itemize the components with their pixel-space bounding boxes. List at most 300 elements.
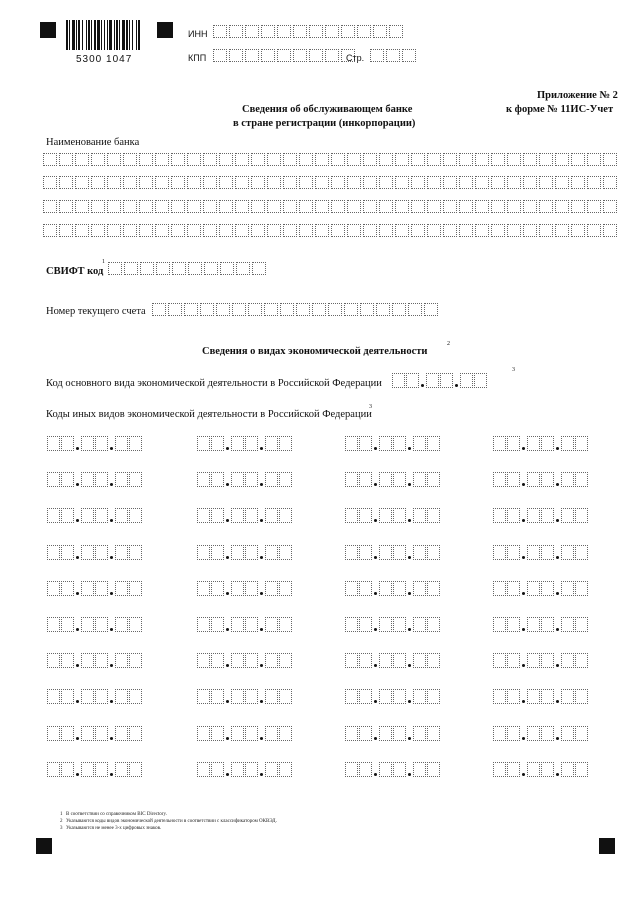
input-cell[interactable] [427, 153, 441, 166]
input-cell[interactable] [216, 303, 230, 316]
input-cell[interactable] [571, 153, 585, 166]
code-digit-cell[interactable] [493, 545, 506, 560]
code-digit-cell[interactable] [245, 689, 258, 704]
other-activity-code-field[interactable] [197, 726, 293, 741]
code-digit-cell[interactable] [197, 653, 210, 668]
input-cell[interactable] [459, 153, 473, 166]
input-cell[interactable] [139, 200, 153, 213]
other-activity-code-field[interactable] [197, 436, 293, 451]
code-digit-cell[interactable] [345, 508, 358, 523]
input-cell[interactable] [59, 176, 73, 189]
input-cell[interactable] [411, 153, 425, 166]
input-cell[interactable] [277, 25, 291, 38]
code-digit-cell[interactable] [527, 545, 540, 560]
code-digit-cell[interactable] [359, 581, 372, 596]
input-cell[interactable] [261, 49, 275, 62]
code-digit-cell[interactable] [95, 689, 108, 704]
input-cell[interactable] [235, 200, 249, 213]
input-cell[interactable] [280, 303, 294, 316]
code-digit-cell[interactable] [47, 617, 60, 632]
code-digit-cell[interactable] [527, 726, 540, 741]
input-cell[interactable] [123, 176, 137, 189]
input-cell[interactable] [347, 176, 361, 189]
code-digit-cell[interactable] [265, 689, 278, 704]
other-activity-code-field[interactable] [493, 545, 589, 560]
input-cell[interactable] [315, 224, 329, 237]
input-cell[interactable] [475, 176, 489, 189]
input-cell[interactable] [331, 153, 345, 166]
code-digit-cell[interactable] [245, 617, 258, 632]
code-digit-cell[interactable] [61, 545, 74, 560]
input-cell[interactable] [373, 25, 387, 38]
code-digit-cell[interactable] [115, 762, 128, 777]
code-digit-cell[interactable] [427, 726, 440, 741]
code-digit-cell[interactable] [460, 373, 473, 388]
code-digit-cell[interactable] [245, 653, 258, 668]
input-cell[interactable] [603, 224, 617, 237]
code-digit-cell[interactable] [129, 689, 142, 704]
code-digit-cell[interactable] [393, 726, 406, 741]
code-digit-cell[interactable] [211, 545, 224, 560]
other-activity-code-field[interactable] [197, 653, 293, 668]
code-digit-cell[interactable] [393, 581, 406, 596]
code-digit-cell[interactable] [413, 689, 426, 704]
input-cell[interactable] [539, 176, 553, 189]
other-activity-code-field[interactable] [197, 581, 293, 596]
code-digit-cell[interactable] [393, 653, 406, 668]
input-cell[interactable] [283, 176, 297, 189]
code-digit-cell[interactable] [541, 726, 554, 741]
code-digit-cell[interactable] [265, 726, 278, 741]
code-digit-cell[interactable] [265, 436, 278, 451]
code-digit-cell[interactable] [197, 545, 210, 560]
main-activity-code-field[interactable] [392, 373, 488, 388]
input-cell[interactable] [139, 153, 153, 166]
code-digit-cell[interactable] [561, 762, 574, 777]
input-cell[interactable] [571, 176, 585, 189]
other-activity-code-field[interactable] [345, 653, 441, 668]
code-digit-cell[interactable] [379, 762, 392, 777]
code-digit-cell[interactable] [231, 689, 244, 704]
input-cell[interactable] [59, 153, 73, 166]
code-digit-cell[interactable] [81, 762, 94, 777]
other-activity-code-field[interactable] [493, 436, 589, 451]
input-cell[interactable] [386, 49, 400, 62]
code-digit-cell[interactable] [561, 508, 574, 523]
code-digit-cell[interactable] [507, 436, 520, 451]
other-activity-code-field[interactable] [197, 762, 293, 777]
code-digit-cell[interactable] [359, 617, 372, 632]
code-digit-cell[interactable] [393, 689, 406, 704]
input-cell[interactable] [360, 303, 374, 316]
code-digit-cell[interactable] [541, 581, 554, 596]
input-cell[interactable] [357, 25, 371, 38]
input-cell[interactable] [155, 200, 169, 213]
code-digit-cell[interactable] [527, 472, 540, 487]
code-digit-cell[interactable] [406, 373, 419, 388]
code-digit-cell[interactable] [575, 545, 588, 560]
input-cell[interactable] [251, 153, 265, 166]
code-digit-cell[interactable] [245, 472, 258, 487]
code-digit-cell[interactable] [279, 472, 292, 487]
code-digit-cell[interactable] [231, 653, 244, 668]
code-digit-cell[interactable] [197, 472, 210, 487]
code-digit-cell[interactable] [61, 653, 74, 668]
input-cell[interactable] [459, 224, 473, 237]
input-cell[interactable] [299, 200, 313, 213]
code-digit-cell[interactable] [345, 545, 358, 560]
code-digit-cell[interactable] [211, 581, 224, 596]
code-digit-cell[interactable] [115, 508, 128, 523]
other-activity-code-field[interactable] [493, 581, 589, 596]
code-digit-cell[interactable] [493, 653, 506, 668]
input-cell[interactable] [235, 153, 249, 166]
input-cell[interactable] [188, 262, 202, 275]
code-digit-cell[interactable] [245, 762, 258, 777]
input-cell[interactable] [395, 200, 409, 213]
input-cell[interactable] [587, 200, 601, 213]
code-digit-cell[interactable] [245, 581, 258, 596]
other-activity-code-field[interactable] [47, 689, 143, 704]
code-digit-cell[interactable] [541, 653, 554, 668]
input-cell[interactable] [283, 224, 297, 237]
input-cell[interactable] [123, 224, 137, 237]
code-digit-cell[interactable] [527, 581, 540, 596]
input-cell[interactable] [379, 176, 393, 189]
input-cell[interactable] [235, 176, 249, 189]
input-cell[interactable] [59, 200, 73, 213]
other-activity-code-field[interactable] [493, 617, 589, 632]
code-digit-cell[interactable] [47, 581, 60, 596]
input-cell[interactable] [252, 262, 266, 275]
code-digit-cell[interactable] [129, 762, 142, 777]
input-cell[interactable] [315, 153, 329, 166]
code-digit-cell[interactable] [359, 436, 372, 451]
input-cell[interactable] [427, 176, 441, 189]
code-digit-cell[interactable] [279, 436, 292, 451]
input-cell[interactable] [75, 176, 89, 189]
other-activity-code-field[interactable] [493, 726, 589, 741]
code-digit-cell[interactable] [413, 508, 426, 523]
bank-name-field-row4[interactable] [43, 224, 619, 237]
other-activity-code-field[interactable] [47, 472, 143, 487]
code-digit-cell[interactable] [561, 472, 574, 487]
code-digit-cell[interactable] [541, 472, 554, 487]
code-digit-cell[interactable] [541, 617, 554, 632]
input-cell[interactable] [491, 200, 505, 213]
code-digit-cell[interactable] [95, 545, 108, 560]
other-activity-code-field[interactable] [345, 762, 441, 777]
input-cell[interactable] [232, 303, 246, 316]
code-digit-cell[interactable] [47, 726, 60, 741]
other-activity-code-field[interactable] [493, 472, 589, 487]
code-digit-cell[interactable] [493, 617, 506, 632]
input-cell[interactable] [603, 200, 617, 213]
input-cell[interactable] [408, 303, 422, 316]
input-cell[interactable] [236, 262, 250, 275]
code-digit-cell[interactable] [129, 653, 142, 668]
code-digit-cell[interactable] [95, 581, 108, 596]
other-activity-code-field[interactable] [47, 726, 143, 741]
code-digit-cell[interactable] [379, 581, 392, 596]
other-activity-code-field[interactable] [197, 617, 293, 632]
code-digit-cell[interactable] [427, 653, 440, 668]
code-digit-cell[interactable] [527, 653, 540, 668]
input-cell[interactable] [427, 200, 441, 213]
input-cell[interactable] [539, 200, 553, 213]
input-cell[interactable] [171, 176, 185, 189]
other-activity-code-field[interactable] [197, 508, 293, 523]
input-cell[interactable] [107, 224, 121, 237]
code-digit-cell[interactable] [211, 653, 224, 668]
code-digit-cell[interactable] [265, 472, 278, 487]
input-cell[interactable] [328, 303, 342, 316]
input-cell[interactable] [220, 262, 234, 275]
input-cell[interactable] [402, 49, 416, 62]
kpp-field[interactable] [213, 49, 357, 62]
input-cell[interactable] [475, 153, 489, 166]
code-digit-cell[interactable] [129, 581, 142, 596]
other-activity-code-field[interactable] [493, 762, 589, 777]
code-digit-cell[interactable] [427, 581, 440, 596]
input-cell[interactable] [75, 200, 89, 213]
code-digit-cell[interactable] [507, 762, 520, 777]
code-digit-cell[interactable] [81, 653, 94, 668]
code-digit-cell[interactable] [115, 726, 128, 741]
code-digit-cell[interactable] [211, 472, 224, 487]
input-cell[interactable] [235, 224, 249, 237]
input-cell[interactable] [344, 303, 358, 316]
code-digit-cell[interactable] [379, 617, 392, 632]
input-cell[interactable] [491, 176, 505, 189]
other-activity-code-field[interactable] [47, 436, 143, 451]
input-cell[interactable] [389, 25, 403, 38]
code-digit-cell[interactable] [81, 436, 94, 451]
inn-field[interactable] [213, 25, 405, 38]
code-digit-cell[interactable] [427, 762, 440, 777]
code-digit-cell[interactable] [345, 472, 358, 487]
code-digit-cell[interactable] [47, 508, 60, 523]
input-cell[interactable] [325, 49, 339, 62]
input-cell[interactable] [363, 200, 377, 213]
code-digit-cell[interactable] [427, 436, 440, 451]
input-cell[interactable] [363, 176, 377, 189]
code-digit-cell[interactable] [507, 581, 520, 596]
code-digit-cell[interactable] [379, 726, 392, 741]
code-digit-cell[interactable] [359, 726, 372, 741]
input-cell[interactable] [459, 176, 473, 189]
code-digit-cell[interactable] [129, 508, 142, 523]
code-digit-cell[interactable] [129, 436, 142, 451]
code-digit-cell[interactable] [575, 436, 588, 451]
input-cell[interactable] [75, 153, 89, 166]
input-cell[interactable] [587, 224, 601, 237]
input-cell[interactable] [491, 224, 505, 237]
code-digit-cell[interactable] [115, 653, 128, 668]
code-digit-cell[interactable] [427, 689, 440, 704]
code-digit-cell[interactable] [426, 373, 439, 388]
input-cell[interactable] [424, 303, 438, 316]
other-activity-code-field[interactable] [345, 472, 441, 487]
input-cell[interactable] [411, 176, 425, 189]
input-cell[interactable] [219, 224, 233, 237]
code-digit-cell[interactable] [81, 581, 94, 596]
input-cell[interactable] [315, 200, 329, 213]
input-cell[interactable] [283, 200, 297, 213]
code-digit-cell[interactable] [265, 762, 278, 777]
input-cell[interactable] [267, 224, 281, 237]
input-cell[interactable] [395, 224, 409, 237]
input-cell[interactable] [219, 200, 233, 213]
code-digit-cell[interactable] [379, 653, 392, 668]
code-digit-cell[interactable] [115, 617, 128, 632]
code-digit-cell[interactable] [575, 726, 588, 741]
input-cell[interactable] [523, 200, 537, 213]
code-digit-cell[interactable] [245, 508, 258, 523]
input-cell[interactable] [475, 224, 489, 237]
input-cell[interactable] [43, 200, 57, 213]
input-cell[interactable] [229, 49, 243, 62]
other-activity-code-field[interactable] [197, 689, 293, 704]
code-digit-cell[interactable] [427, 508, 440, 523]
input-cell[interactable] [293, 49, 307, 62]
code-digit-cell[interactable] [47, 545, 60, 560]
code-digit-cell[interactable] [393, 545, 406, 560]
code-digit-cell[interactable] [197, 689, 210, 704]
code-digit-cell[interactable] [279, 508, 292, 523]
input-cell[interactable] [248, 303, 262, 316]
code-digit-cell[interactable] [81, 545, 94, 560]
other-activity-code-field[interactable] [345, 617, 441, 632]
code-digit-cell[interactable] [427, 617, 440, 632]
code-digit-cell[interactable] [95, 617, 108, 632]
code-digit-cell[interactable] [197, 436, 210, 451]
input-cell[interactable] [603, 153, 617, 166]
code-digit-cell[interactable] [115, 689, 128, 704]
input-cell[interactable] [107, 153, 121, 166]
code-digit-cell[interactable] [81, 726, 94, 741]
input-cell[interactable] [219, 176, 233, 189]
other-activity-code-field[interactable] [47, 581, 143, 596]
code-digit-cell[interactable] [279, 689, 292, 704]
input-cell[interactable] [347, 200, 361, 213]
input-cell[interactable] [443, 200, 457, 213]
code-digit-cell[interactable] [61, 762, 74, 777]
other-activity-code-field[interactable] [47, 545, 143, 560]
code-digit-cell[interactable] [413, 436, 426, 451]
input-cell[interactable] [443, 224, 457, 237]
input-cell[interactable] [172, 262, 186, 275]
input-cell[interactable] [427, 224, 441, 237]
code-digit-cell[interactable] [61, 436, 74, 451]
input-cell[interactable] [43, 153, 57, 166]
input-cell[interactable] [376, 303, 390, 316]
bank-name-field-row2[interactable] [43, 176, 619, 189]
code-digit-cell[interactable] [507, 508, 520, 523]
input-cell[interactable] [587, 153, 601, 166]
code-digit-cell[interactable] [413, 545, 426, 560]
other-activity-code-field[interactable] [493, 508, 589, 523]
other-activity-code-field[interactable] [47, 617, 143, 632]
other-activity-code-field[interactable] [197, 545, 293, 560]
code-digit-cell[interactable] [493, 762, 506, 777]
input-cell[interactable] [251, 176, 265, 189]
code-digit-cell[interactable] [359, 762, 372, 777]
code-digit-cell[interactable] [507, 726, 520, 741]
code-digit-cell[interactable] [265, 508, 278, 523]
code-digit-cell[interactable] [81, 508, 94, 523]
code-digit-cell[interactable] [61, 617, 74, 632]
input-cell[interactable] [184, 303, 198, 316]
code-digit-cell[interactable] [211, 508, 224, 523]
code-digit-cell[interactable] [561, 436, 574, 451]
input-cell[interactable] [555, 200, 569, 213]
input-cell[interactable] [264, 303, 278, 316]
input-cell[interactable] [283, 153, 297, 166]
input-cell[interactable] [91, 176, 105, 189]
code-digit-cell[interactable] [575, 508, 588, 523]
code-digit-cell[interactable] [345, 762, 358, 777]
code-digit-cell[interactable] [115, 581, 128, 596]
input-cell[interactable] [315, 176, 329, 189]
input-cell[interactable] [347, 224, 361, 237]
input-cell[interactable] [379, 224, 393, 237]
code-digit-cell[interactable] [61, 472, 74, 487]
input-cell[interactable] [555, 224, 569, 237]
input-cell[interactable] [523, 224, 537, 237]
other-activity-code-field[interactable] [345, 689, 441, 704]
code-digit-cell[interactable] [379, 508, 392, 523]
code-digit-cell[interactable] [95, 436, 108, 451]
code-digit-cell[interactable] [61, 581, 74, 596]
input-cell[interactable] [43, 224, 57, 237]
code-digit-cell[interactable] [279, 726, 292, 741]
code-digit-cell[interactable] [575, 762, 588, 777]
code-digit-cell[interactable] [507, 689, 520, 704]
other-activity-code-field[interactable] [47, 762, 143, 777]
input-cell[interactable] [491, 153, 505, 166]
code-digit-cell[interactable] [129, 617, 142, 632]
code-digit-cell[interactable] [279, 653, 292, 668]
code-digit-cell[interactable] [493, 508, 506, 523]
other-activity-code-field[interactable] [345, 545, 441, 560]
code-digit-cell[interactable] [379, 545, 392, 560]
bank-name-field-row3[interactable] [43, 200, 619, 213]
input-cell[interactable] [395, 153, 409, 166]
input-cell[interactable] [571, 224, 585, 237]
input-cell[interactable] [475, 200, 489, 213]
code-digit-cell[interactable] [47, 689, 60, 704]
input-cell[interactable] [299, 176, 313, 189]
code-digit-cell[interactable] [345, 689, 358, 704]
input-cell[interactable] [245, 25, 259, 38]
other-activity-code-field[interactable] [345, 581, 441, 596]
code-digit-cell[interactable] [211, 726, 224, 741]
code-digit-cell[interactable] [345, 726, 358, 741]
code-digit-cell[interactable] [245, 545, 258, 560]
code-digit-cell[interactable] [47, 762, 60, 777]
input-cell[interactable] [411, 200, 425, 213]
other-activity-code-field[interactable] [493, 653, 589, 668]
code-digit-cell[interactable] [359, 508, 372, 523]
code-digit-cell[interactable] [115, 436, 128, 451]
code-digit-cell[interactable] [231, 436, 244, 451]
input-cell[interactable] [203, 200, 217, 213]
code-digit-cell[interactable] [197, 508, 210, 523]
input-cell[interactable] [507, 200, 521, 213]
input-cell[interactable] [171, 200, 185, 213]
input-cell[interactable] [187, 153, 201, 166]
